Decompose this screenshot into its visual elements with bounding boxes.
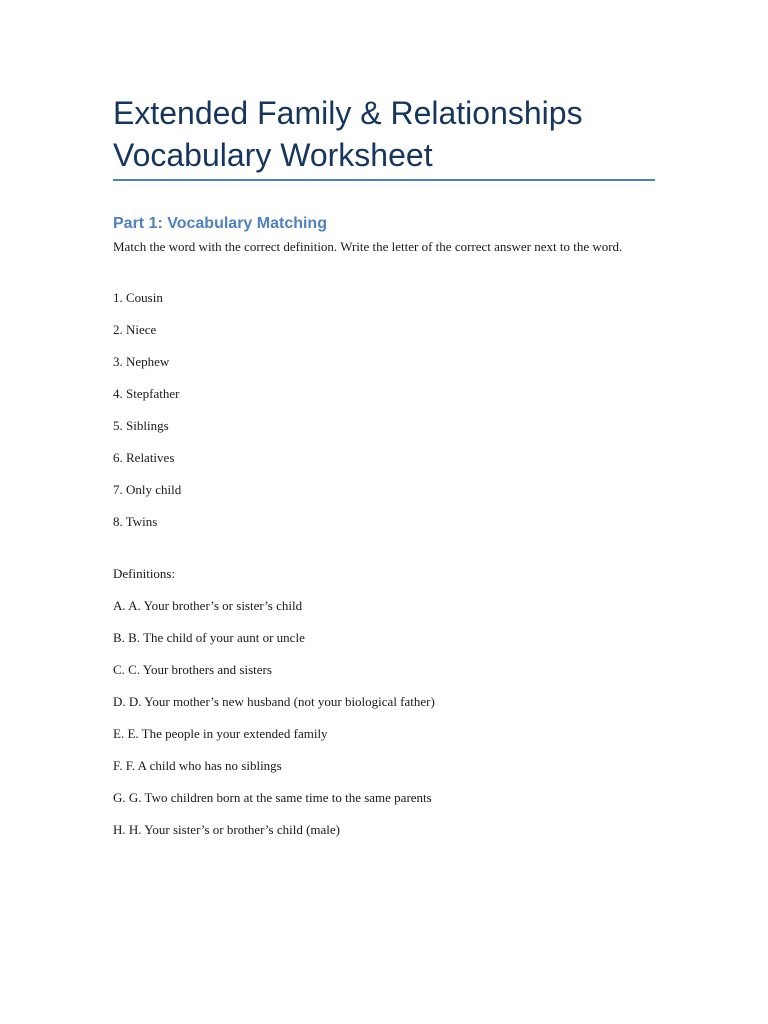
definitions-label: Definitions: — [113, 566, 176, 581]
title-divider — [113, 179, 655, 181]
document-title — [113, 92, 658, 176]
word-item: 2. Niece — [113, 322, 157, 337]
word-item: 8. Twins — [113, 514, 158, 529]
word-item: 7. Only child — [113, 482, 182, 497]
word-item: 5. Siblings — [113, 418, 169, 433]
word-item: 1. Cousin — [113, 290, 163, 305]
definition-item: C. C. Your brothers and sisters — [113, 662, 272, 677]
word-item: 6. Relatives — [113, 450, 175, 465]
part-1-heading: Part 1: Vocabulary Matching — [113, 215, 327, 232]
definition-item: G. G. Two children born at the same time to the same parents — [113, 790, 432, 805]
definition-item: A. A. Your brother’s or sister’s child — [113, 598, 303, 613]
word-item: 3. Nephew — [113, 354, 170, 369]
definition-item: B. B. The child of your aunt or uncle — [113, 630, 305, 645]
definition-item: E. E. The people in your extended family — [113, 726, 328, 741]
definition-item: F. F. A child who has no siblings — [113, 758, 282, 773]
definition-item: D. D. Your mother’s new husband (not your biological father) — [113, 694, 435, 709]
word-item: 4. Stepfather — [113, 386, 180, 401]
title-line-2: Vocabulary Worksheet — [113, 137, 433, 173]
title-line-1: Extended Family & Relationships — [113, 95, 583, 131]
definition-item: H. H. Your sister’s or brother’s child (male) — [113, 822, 340, 837]
instructions-text: Match the word with the correct definition. Write the letter of the correct answer next to the word. — [113, 239, 623, 254]
